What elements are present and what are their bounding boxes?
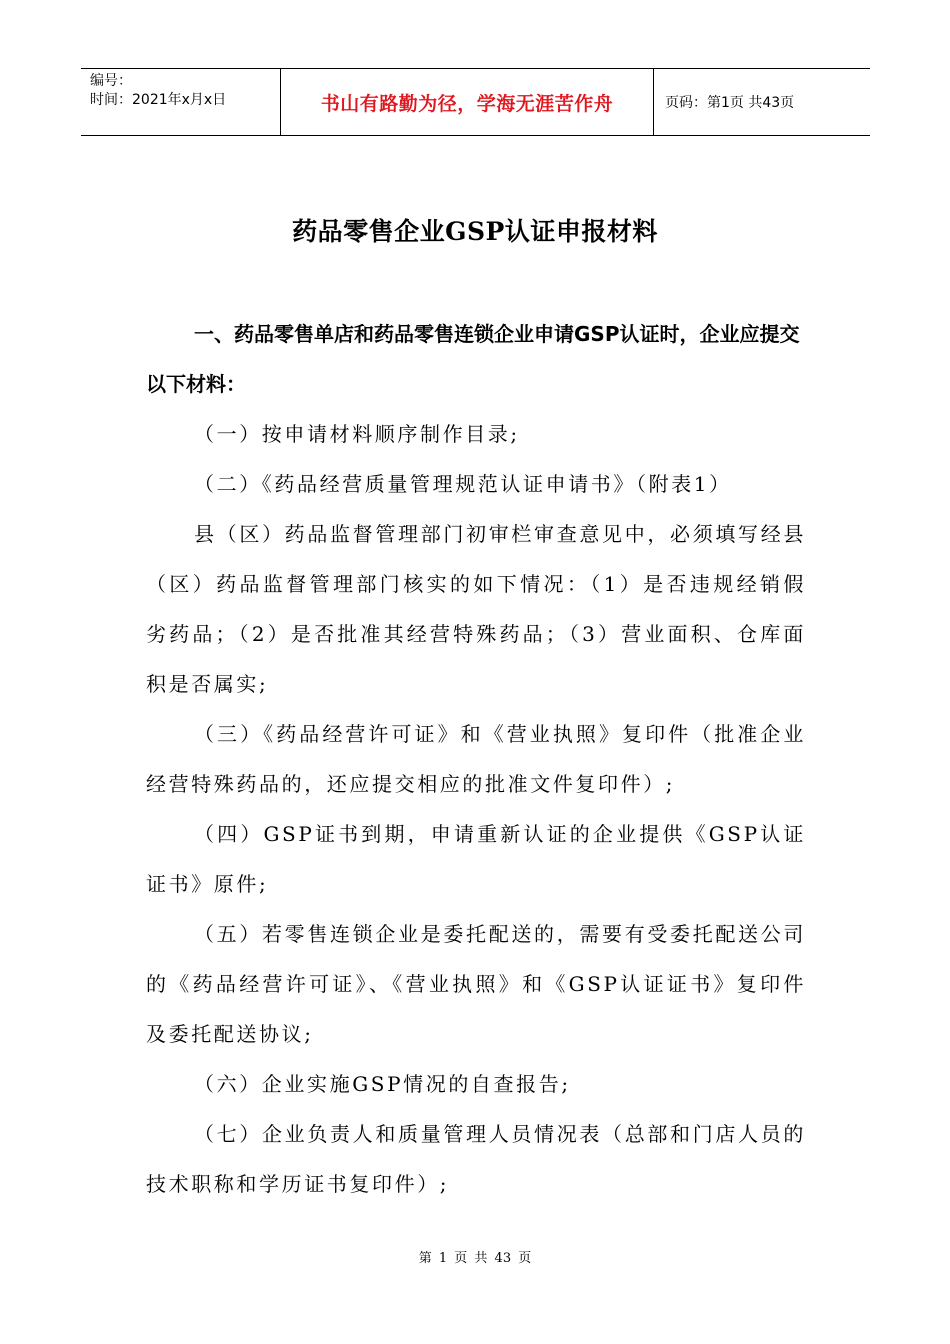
document-time-label: 时间：2021年x月x日 xyxy=(90,92,227,108)
page-footer: 第 1 页 共 43 页 xyxy=(418,1251,532,1266)
section-heading: 一、药品零售单店和药品零售连锁企业申请GSP认证时，企业应提交以下材料： xyxy=(146,322,800,396)
document-number-label: 编号： xyxy=(90,73,132,89)
document-title: 药品零售企业GSP认证申报材料 xyxy=(292,217,658,246)
paragraph-item-3: 县（区）药品监督管理部门初审栏审查意见中，必须填写经县（区）药品监督管理部门核实的如下情况：（1）是否违规经销假劣药品；（2）是否批准其经营特殊药品；（3）营业面积、仓库面积是否属实; xyxy=(146,522,806,696)
paragraph-item-2: （二）《药品经营质量管理规范认证申请书》（附表1） xyxy=(194,472,732,496)
paragraph-item-4: （三）《药品经营许可证》和《营业执照》复印件（批准企业经营特殊药品的，还应提交相应的批准文件复印件）; xyxy=(146,722,806,796)
paragraph-item-7: （六）企业实施GSP情况的自查报告; xyxy=(194,1072,571,1096)
paragraph-item-6: （五）若零售连锁企业是委托配送的，需要有受委托配送公司的《药品经营许可证》、《营业执照》和《GSP认证证书》复印件及委托配送协议; xyxy=(146,922,806,1046)
paragraph-item-5: （四）GSP证书到期，申请重新认证的企业提供《GSP认证证书》原件; xyxy=(146,822,806,896)
header-motto: 书山有路勤为径，学海无涯苦作舟 xyxy=(320,92,614,115)
paragraph-item-8: （七）企业负责人和质量管理人员情况表（总部和门店人员的技术职称和学历证书复印件）; xyxy=(146,1122,806,1196)
header-page-cell xyxy=(654,69,870,135)
header-page-info: 页码：第1页 共43页 xyxy=(665,95,795,111)
header-motto-cell xyxy=(281,69,654,135)
document-body xyxy=(146,309,806,1209)
document-header xyxy=(81,68,870,136)
header-meta-cell xyxy=(81,69,281,135)
paragraph-item-1: （一）按申请材料顺序制作目录; xyxy=(194,422,520,446)
